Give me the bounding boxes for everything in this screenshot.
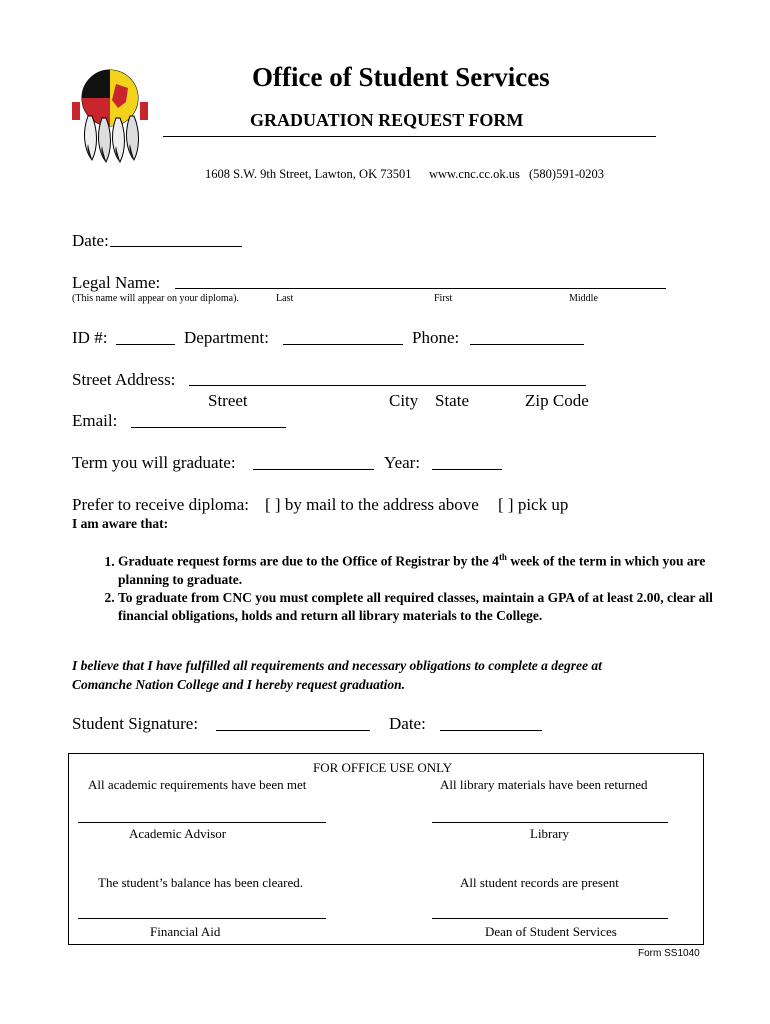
term-field[interactable] [253, 469, 374, 470]
website: www.cnc.cc.ok.us [429, 167, 520, 181]
address: 1608 S.W. 9th Street, Lawton, OK 73501 [205, 167, 412, 181]
office-phone: (580)591-0203 [529, 167, 604, 181]
name-part-last: Last [276, 293, 294, 304]
id-field[interactable] [116, 344, 175, 345]
header-divider [163, 136, 656, 137]
phone-label: Phone: [412, 328, 460, 347]
student-signature-label: Student Signature: [72, 714, 199, 733]
diploma-preference-label: Prefer to receive diploma: [72, 495, 250, 514]
requirements-list [96, 548, 718, 625]
department-field[interactable] [283, 344, 403, 345]
address-part-zip: Zip Code [525, 391, 589, 410]
department-label: Department: [184, 328, 269, 347]
dean-signature-line[interactable] [432, 918, 668, 919]
year-field[interactable] [432, 469, 502, 470]
legal-name-note: (This name will appear on your diploma). [72, 293, 239, 304]
diploma-option-pickup[interactable]: [ ] pick up [498, 495, 569, 514]
library-signature-line[interactable] [432, 822, 668, 823]
diploma-option-mail[interactable]: [ ] by mail to the address above [265, 495, 479, 514]
statement-line-1: I believe that I have fulfilled all requirements and necessary obligations to complete a degree at [72, 658, 602, 673]
college-logo [68, 62, 152, 166]
academic-requirements-text: All academic requirements have been met [88, 777, 307, 792]
term-label: Term you will graduate: [72, 453, 236, 472]
legal-name-label: Legal Name: [72, 273, 161, 292]
signature-date-label: Date: [389, 714, 426, 733]
street-address-field[interactable] [189, 385, 586, 386]
requirement-item-2: 2. To graduate from CNC you must complete all required classes, maintain a GPA of at least 2.00, clear all financial obligations, holds and return all library materials to the College. [118, 589, 718, 625]
academic-advisor-signature-line[interactable] [78, 822, 326, 823]
student-signature-field[interactable] [216, 730, 370, 731]
year-label: Year: [384, 453, 421, 472]
requirement-item-1: 1. Graduate request forms are due to the Office of Registrar by the 4th week of the term in which you are planning to graduate. [118, 548, 718, 589]
financial-aid-signature-line[interactable] [78, 918, 326, 919]
academic-advisor-label: Academic Advisor [129, 826, 227, 841]
address-part-state: State [435, 391, 469, 410]
statement-line-2: Comanche Nation College and I hereby request graduation. [72, 677, 406, 692]
email-field[interactable] [131, 427, 286, 428]
date-field[interactable] [110, 246, 242, 247]
office-use-heading: FOR OFFICE USE ONLY [313, 760, 453, 775]
balance-cleared-text: The student’s balance has been cleared. [98, 875, 304, 890]
library-label: Library [530, 826, 569, 841]
form-title: GRADUATION REQUEST FORM [250, 110, 524, 130]
legal-name-field[interactable] [175, 288, 666, 289]
awareness-heading: I am aware that: [72, 516, 169, 531]
signature-date-field[interactable] [440, 730, 542, 731]
name-part-first: First [434, 293, 453, 304]
phone-field[interactable] [470, 344, 584, 345]
street-address-label: Street Address: [72, 370, 176, 389]
email-label: Email: [72, 411, 118, 430]
library-materials-text: All library materials have been returned [440, 777, 648, 792]
form-number: Form SS1040 [638, 948, 700, 959]
date-label: Date: [72, 231, 109, 250]
records-present-text: All student records are present [460, 875, 619, 890]
id-label: ID #: [72, 328, 108, 347]
address-part-city: City [389, 391, 419, 410]
dean-label: Dean of Student Services [485, 924, 617, 939]
address-part-street: Street [208, 391, 248, 410]
name-part-middle: Middle [569, 293, 598, 304]
page-title: Office of Student Services [252, 62, 550, 92]
financial-aid-label: Financial Aid [150, 924, 221, 939]
